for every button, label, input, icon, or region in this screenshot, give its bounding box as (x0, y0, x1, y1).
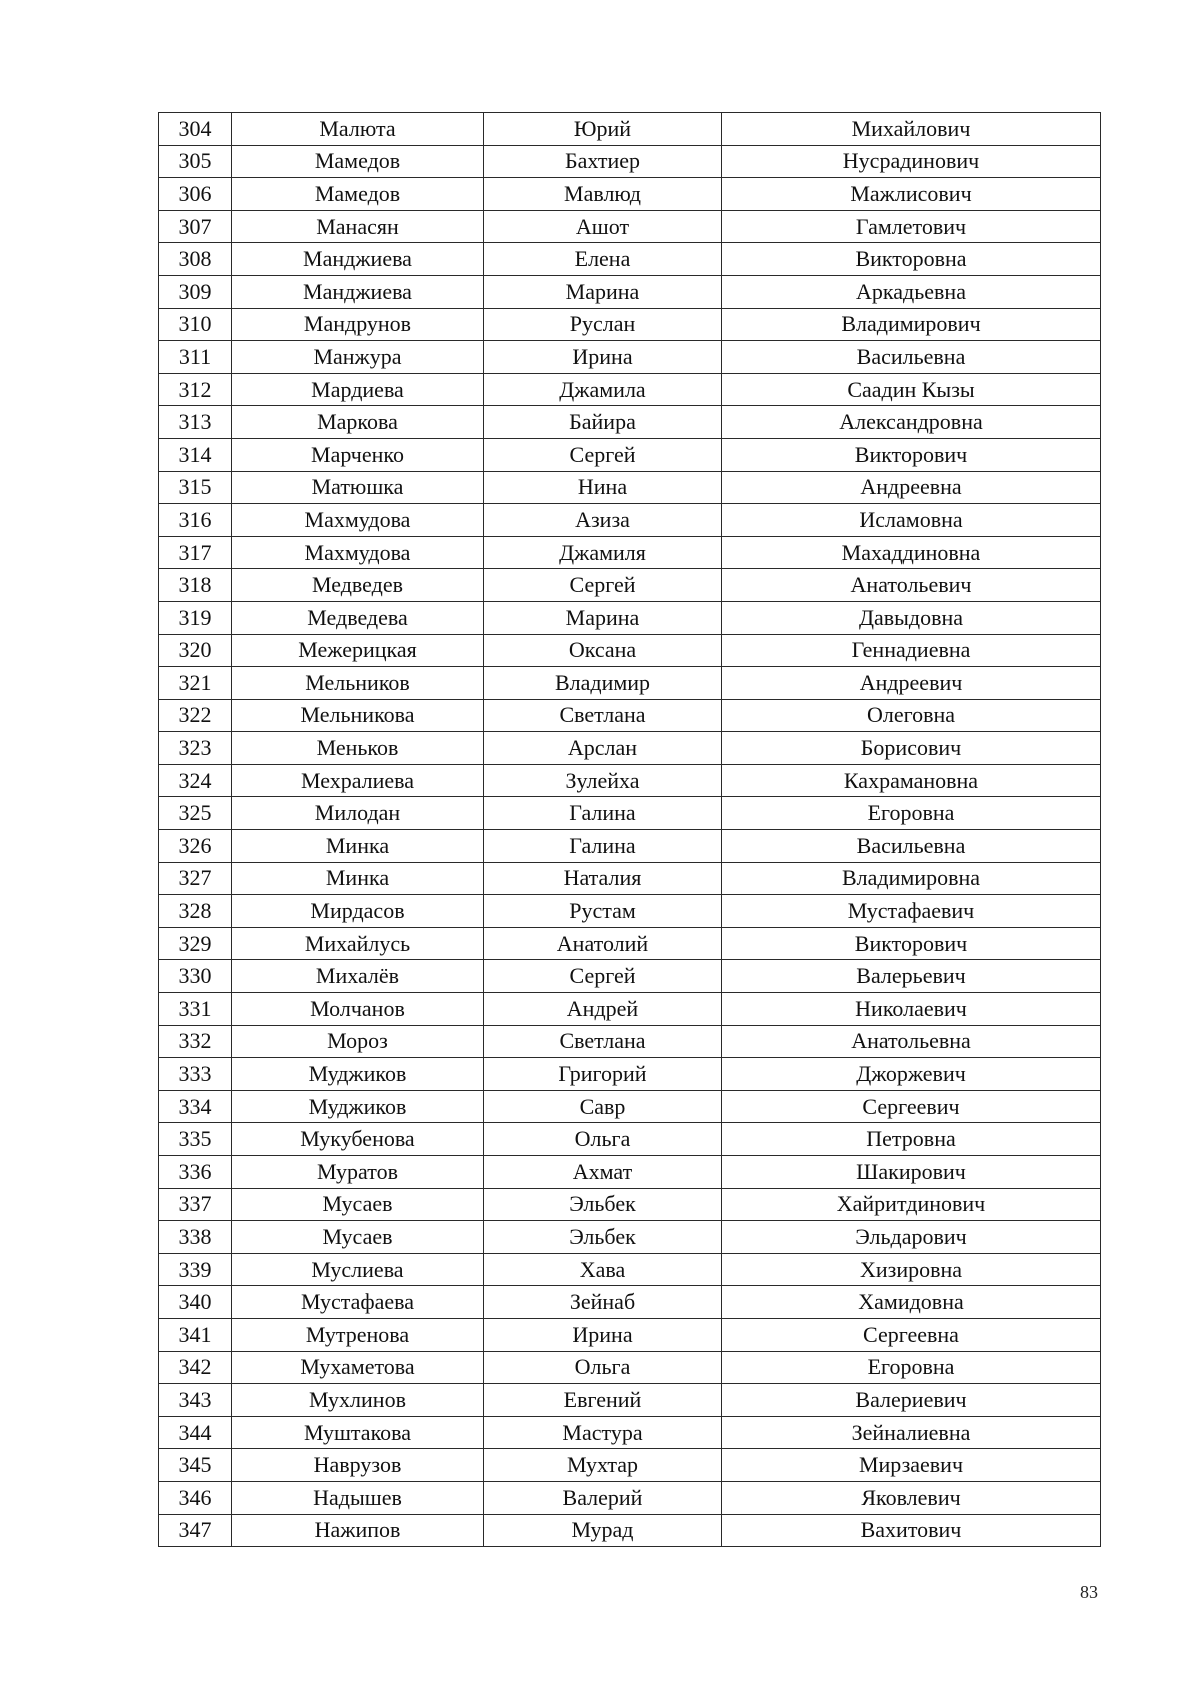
last-name-cell: Муслиева (232, 1253, 484, 1286)
table-row (159, 797, 1101, 830)
row-number-cell: 313 (159, 406, 232, 439)
table-row (159, 1090, 1101, 1123)
table-row (159, 1286, 1101, 1319)
row-number-cell: 321 (159, 667, 232, 700)
table-row (159, 927, 1101, 960)
last-name-cell: Михалёв (232, 960, 484, 993)
row-number-cell: 335 (159, 1123, 232, 1156)
patronymic-cell: Валериевич (722, 1384, 1101, 1417)
last-name-cell: Манджиева (232, 275, 484, 308)
last-name-cell: Мороз (232, 1025, 484, 1058)
last-name-cell: Муджиков (232, 1090, 484, 1123)
last-name-cell: Муштакова (232, 1416, 484, 1449)
last-name-cell: Нажипов (232, 1514, 484, 1547)
table-row (159, 243, 1101, 276)
last-name-cell: Махмудова (232, 504, 484, 537)
row-number-cell: 343 (159, 1384, 232, 1417)
patronymic-cell: Мирзаевич (722, 1449, 1101, 1482)
table-row (159, 993, 1101, 1026)
first-name-cell: Нина (484, 471, 722, 504)
patronymic-cell: Нусрадинович (722, 145, 1101, 178)
table-row (159, 308, 1101, 341)
table-row (159, 1188, 1101, 1221)
last-name-cell: Муджиков (232, 1058, 484, 1091)
row-number-cell: 312 (159, 373, 232, 406)
first-name-cell: Арслан (484, 732, 722, 765)
row-number-cell: 345 (159, 1449, 232, 1482)
patronymic-cell: Викторович (722, 927, 1101, 960)
first-name-cell: Зулейха (484, 764, 722, 797)
patronymic-cell: Владимировна (722, 862, 1101, 895)
last-name-cell: Минка (232, 862, 484, 895)
table-row (159, 145, 1101, 178)
row-number-cell: 336 (159, 1156, 232, 1189)
patronymic-cell: Викторовна (722, 243, 1101, 276)
table-row (159, 504, 1101, 537)
last-name-cell: Мухаметова (232, 1351, 484, 1384)
first-name-cell: Байира (484, 406, 722, 439)
table-row (159, 178, 1101, 211)
patronymic-cell: Борисович (722, 732, 1101, 765)
patronymic-cell: Давыдовна (722, 601, 1101, 634)
first-name-cell: Зейнаб (484, 1286, 722, 1319)
last-name-cell: Муратов (232, 1156, 484, 1189)
row-number-cell: 311 (159, 341, 232, 374)
patronymic-cell: Кахрамановна (722, 764, 1101, 797)
first-name-cell: Галина (484, 797, 722, 830)
first-name-cell: Джамила (484, 373, 722, 406)
patronymic-cell: Гамлетович (722, 210, 1101, 243)
first-name-cell: Сергей (484, 438, 722, 471)
patronymic-cell: Сергеевич (722, 1090, 1101, 1123)
table-row (159, 667, 1101, 700)
patronymic-cell: Геннадиевна (722, 634, 1101, 667)
first-name-cell: Светлана (484, 699, 722, 732)
patronymic-cell: Мажлисович (722, 178, 1101, 211)
last-name-cell: Мирдасов (232, 895, 484, 928)
first-name-cell: Сергей (484, 960, 722, 993)
table-row (159, 1318, 1101, 1351)
patronymic-cell: Яковлевич (722, 1481, 1101, 1514)
table-row (159, 1058, 1101, 1091)
first-name-cell: Руслан (484, 308, 722, 341)
first-name-cell: Хава (484, 1253, 722, 1286)
table-row (159, 764, 1101, 797)
first-name-cell: Оксана (484, 634, 722, 667)
row-number-cell: 342 (159, 1351, 232, 1384)
table-row (159, 1156, 1101, 1189)
row-number-cell: 316 (159, 504, 232, 537)
row-number-cell: 347 (159, 1514, 232, 1547)
last-name-cell: Мехралиева (232, 764, 484, 797)
row-number-cell: 327 (159, 862, 232, 895)
last-name-cell: Мельникова (232, 699, 484, 732)
last-name-cell: Мандрунов (232, 308, 484, 341)
row-number-cell: 339 (159, 1253, 232, 1286)
last-name-cell: Манжура (232, 341, 484, 374)
row-number-cell: 310 (159, 308, 232, 341)
row-number-cell: 304 (159, 113, 232, 146)
patronymic-cell: Александровна (722, 406, 1101, 439)
last-name-cell: Медведев (232, 569, 484, 602)
row-number-cell: 331 (159, 993, 232, 1026)
last-name-cell: Мусаев (232, 1188, 484, 1221)
row-number-cell: 306 (159, 178, 232, 211)
table-row (159, 862, 1101, 895)
first-name-cell: Савр (484, 1090, 722, 1123)
last-name-cell: Манасян (232, 210, 484, 243)
first-name-cell: Эльбек (484, 1188, 722, 1221)
patronymic-cell: Петровна (722, 1123, 1101, 1156)
row-number-cell: 346 (159, 1481, 232, 1514)
patronymic-cell: Николаевич (722, 993, 1101, 1026)
table-row (159, 569, 1101, 602)
patronymic-cell: Валерьевич (722, 960, 1101, 993)
first-name-cell: Ахмат (484, 1156, 722, 1189)
patronymic-cell: Хизировна (722, 1253, 1101, 1286)
patronymic-cell: Андреевна (722, 471, 1101, 504)
patronymic-cell: Вахитович (722, 1514, 1101, 1547)
first-name-cell: Мухтар (484, 1449, 722, 1482)
patronymic-cell: Саадин Кызы (722, 373, 1101, 406)
last-name-cell: Матюшка (232, 471, 484, 504)
last-name-cell: Мусаев (232, 1221, 484, 1254)
last-name-cell: Мутренова (232, 1318, 484, 1351)
first-name-cell: Рустам (484, 895, 722, 928)
patronymic-cell: Хайритдинович (722, 1188, 1101, 1221)
last-name-cell: Молчанов (232, 993, 484, 1026)
patronymic-cell: Анатольевна (722, 1025, 1101, 1058)
table-row (159, 536, 1101, 569)
first-name-cell: Ирина (484, 341, 722, 374)
row-number-cell: 338 (159, 1221, 232, 1254)
row-number-cell: 332 (159, 1025, 232, 1058)
row-number-cell: 337 (159, 1188, 232, 1221)
last-name-cell: Манджиева (232, 243, 484, 276)
row-number-cell: 314 (159, 438, 232, 471)
table-row (159, 471, 1101, 504)
first-name-cell: Азиза (484, 504, 722, 537)
row-number-cell: 334 (159, 1090, 232, 1123)
patronymic-cell: Егоровна (722, 1351, 1101, 1384)
last-name-cell: Мукубенова (232, 1123, 484, 1156)
first-name-cell: Марина (484, 601, 722, 634)
row-number-cell: 320 (159, 634, 232, 667)
table-row (159, 732, 1101, 765)
patronymic-cell: Джоржевич (722, 1058, 1101, 1091)
table-row (159, 960, 1101, 993)
row-number-cell: 344 (159, 1416, 232, 1449)
patronymic-cell: Зейналиевна (722, 1416, 1101, 1449)
table-row (159, 1481, 1101, 1514)
patronymic-cell: Егоровна (722, 797, 1101, 830)
patronymic-cell: Васильевна (722, 830, 1101, 863)
last-name-cell: Медведева (232, 601, 484, 634)
last-name-cell: Мамедов (232, 178, 484, 211)
first-name-cell: Галина (484, 830, 722, 863)
table-row (159, 341, 1101, 374)
first-name-cell: Юрий (484, 113, 722, 146)
names-table (158, 112, 1101, 1547)
last-name-cell: Мустафаева (232, 1286, 484, 1319)
patronymic-cell: Олеговна (722, 699, 1101, 732)
first-name-cell: Елена (484, 243, 722, 276)
table-row (159, 699, 1101, 732)
row-number-cell: 318 (159, 569, 232, 602)
table-row (159, 406, 1101, 439)
first-name-cell: Ольга (484, 1123, 722, 1156)
last-name-cell: Мардиева (232, 373, 484, 406)
table-row (159, 1123, 1101, 1156)
table-row (159, 601, 1101, 634)
last-name-cell: Марченко (232, 438, 484, 471)
row-number-cell: 317 (159, 536, 232, 569)
first-name-cell: Светлана (484, 1025, 722, 1058)
patronymic-cell: Хамидовна (722, 1286, 1101, 1319)
row-number-cell: 328 (159, 895, 232, 928)
table-row (159, 210, 1101, 243)
patronymic-cell: Аркадьевна (722, 275, 1101, 308)
table-row (159, 634, 1101, 667)
row-number-cell: 340 (159, 1286, 232, 1319)
first-name-cell: Мавлюд (484, 178, 722, 211)
last-name-cell: Надышев (232, 1481, 484, 1514)
last-name-cell: Малюта (232, 113, 484, 146)
first-name-cell: Ашот (484, 210, 722, 243)
row-number-cell: 341 (159, 1318, 232, 1351)
last-name-cell: Наврузов (232, 1449, 484, 1482)
table-row (159, 830, 1101, 863)
row-number-cell: 322 (159, 699, 232, 732)
patronymic-cell: Мустафаевич (722, 895, 1101, 928)
patronymic-cell: Сергеевна (722, 1318, 1101, 1351)
row-number-cell: 307 (159, 210, 232, 243)
row-number-cell: 333 (159, 1058, 232, 1091)
first-name-cell: Владимир (484, 667, 722, 700)
first-name-cell: Наталия (484, 862, 722, 895)
table-row (159, 1025, 1101, 1058)
row-number-cell: 330 (159, 960, 232, 993)
last-name-cell: Михайлусь (232, 927, 484, 960)
first-name-cell: Марина (484, 275, 722, 308)
first-name-cell: Евгений (484, 1384, 722, 1417)
table-row (159, 1253, 1101, 1286)
last-name-cell: Маркова (232, 406, 484, 439)
table-row (159, 275, 1101, 308)
row-number-cell: 325 (159, 797, 232, 830)
table-row (159, 1221, 1101, 1254)
names-table-body (159, 113, 1101, 1547)
first-name-cell: Джамиля (484, 536, 722, 569)
first-name-cell: Бахтиер (484, 145, 722, 178)
row-number-cell: 308 (159, 243, 232, 276)
row-number-cell: 323 (159, 732, 232, 765)
patronymic-cell: Махаддиновна (722, 536, 1101, 569)
table-row (159, 895, 1101, 928)
page-number: 83 (1080, 1582, 1098, 1602)
patronymic-cell: Викторович (722, 438, 1101, 471)
patronymic-cell: Шакирович (722, 1156, 1101, 1189)
last-name-cell: Меньков (232, 732, 484, 765)
first-name-cell: Валерий (484, 1481, 722, 1514)
row-number-cell: 329 (159, 927, 232, 960)
table-row (159, 373, 1101, 406)
first-name-cell: Ирина (484, 1318, 722, 1351)
patronymic-cell: Владимирович (722, 308, 1101, 341)
last-name-cell: Минка (232, 830, 484, 863)
patronymic-cell: Анатольевич (722, 569, 1101, 602)
last-name-cell: Махмудова (232, 536, 484, 569)
first-name-cell: Эльбек (484, 1221, 722, 1254)
last-name-cell: Мухлинов (232, 1384, 484, 1417)
patronymic-cell: Исламовна (722, 504, 1101, 537)
row-number-cell: 309 (159, 275, 232, 308)
table-row (159, 438, 1101, 471)
row-number-cell: 315 (159, 471, 232, 504)
table-row (159, 1514, 1101, 1547)
last-name-cell: Мамедов (232, 145, 484, 178)
first-name-cell: Мурад (484, 1514, 722, 1547)
first-name-cell: Ольга (484, 1351, 722, 1384)
last-name-cell: Мельников (232, 667, 484, 700)
first-name-cell: Мастура (484, 1416, 722, 1449)
table-row (159, 113, 1101, 146)
patronymic-cell: Михайлович (722, 113, 1101, 146)
table-row (159, 1449, 1101, 1482)
first-name-cell: Григорий (484, 1058, 722, 1091)
first-name-cell: Анатолий (484, 927, 722, 960)
last-name-cell: Межерицкая (232, 634, 484, 667)
table-row (159, 1351, 1101, 1384)
first-name-cell: Сергей (484, 569, 722, 602)
first-name-cell: Андрей (484, 993, 722, 1026)
row-number-cell: 326 (159, 830, 232, 863)
row-number-cell: 324 (159, 764, 232, 797)
row-number-cell: 305 (159, 145, 232, 178)
last-name-cell: Милодан (232, 797, 484, 830)
row-number-cell: 319 (159, 601, 232, 634)
patronymic-cell: Васильевна (722, 341, 1101, 374)
table-row (159, 1416, 1101, 1449)
table-row (159, 1384, 1101, 1417)
patronymic-cell: Андреевич (722, 667, 1101, 700)
patronymic-cell: Эльдарович (722, 1221, 1101, 1254)
